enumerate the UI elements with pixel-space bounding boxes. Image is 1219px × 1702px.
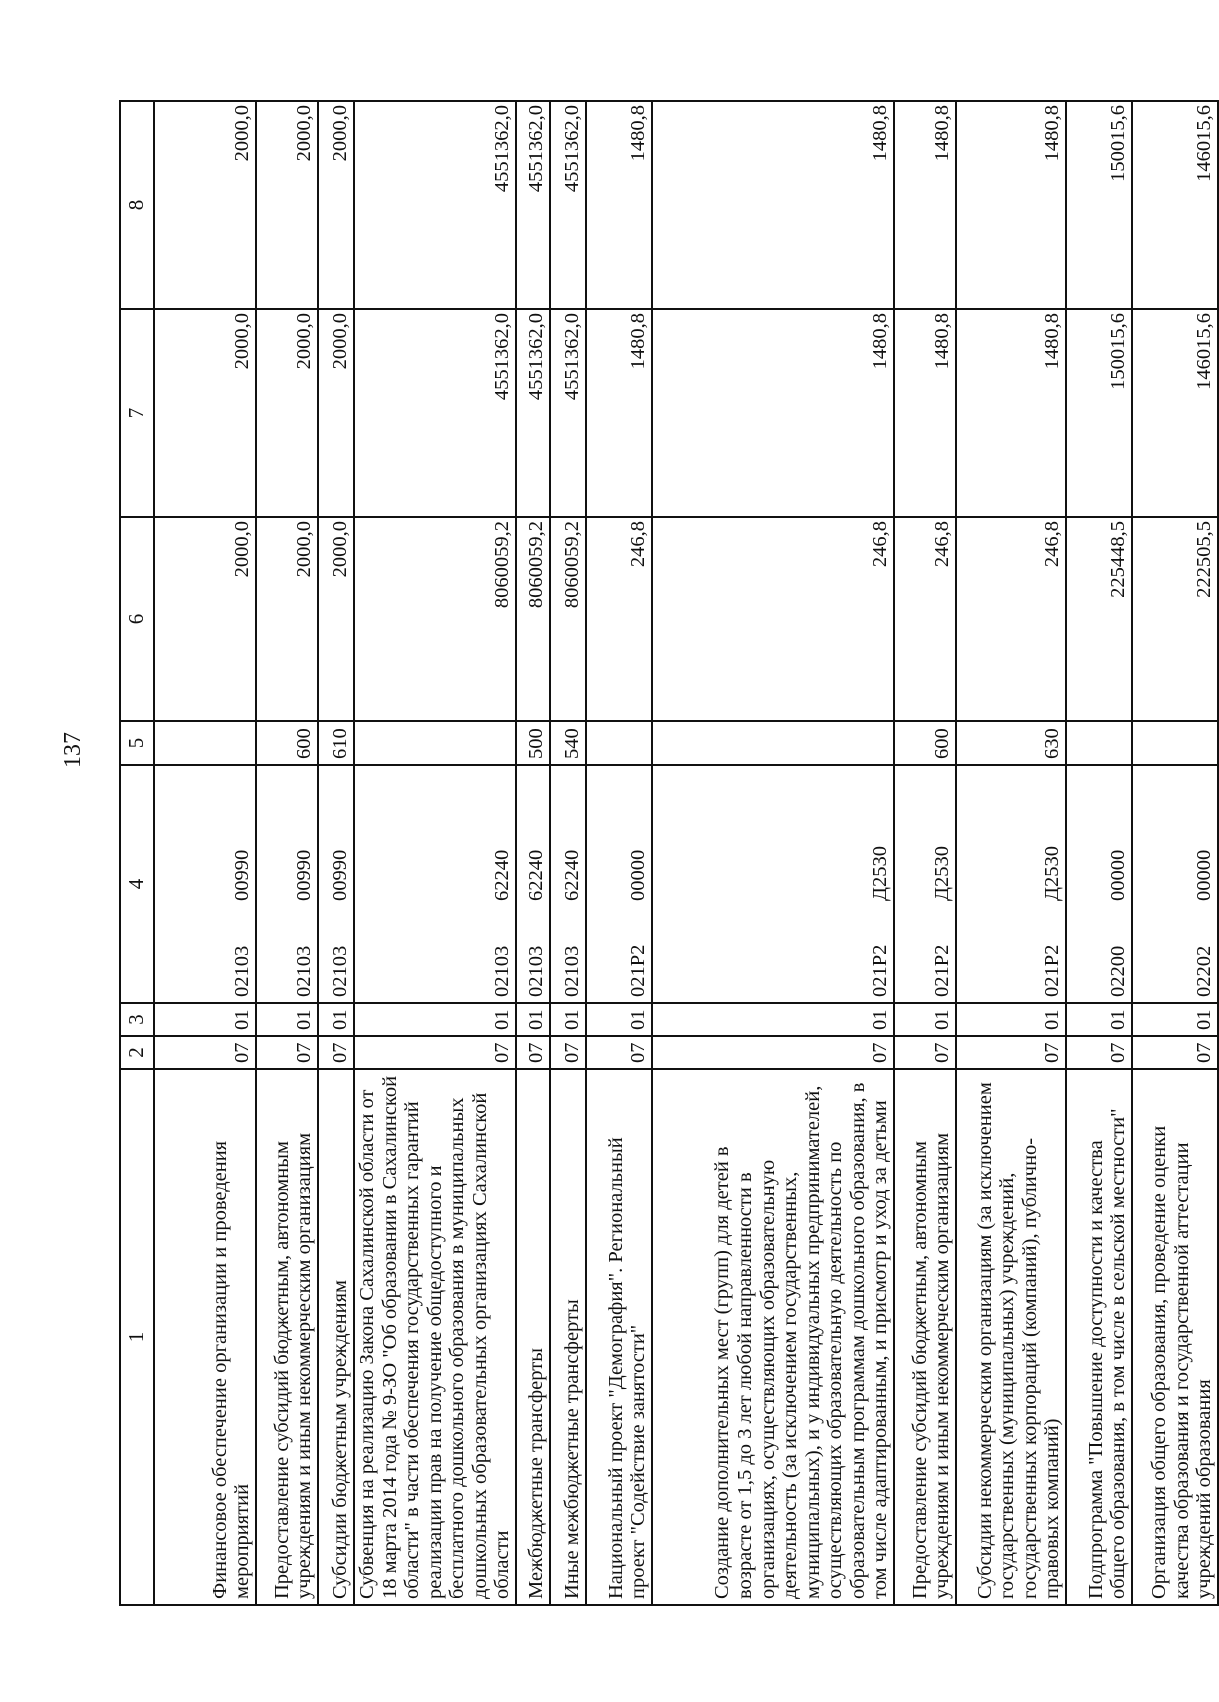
amount-col6: 8060059,2 [354, 517, 516, 721]
amount-col7: 4551362,0 [550, 309, 586, 517]
target-direction-code: Д2530 [931, 846, 954, 901]
amount-col7: 2000,0 [256, 309, 318, 517]
amount-col7: 1480,8 [956, 309, 1066, 517]
expense-type-code [154, 721, 256, 765]
amount-col6: 8060059,2 [516, 517, 550, 721]
table-row [894, 101, 956, 1605]
amount-col8: 1480,8 [956, 101, 1066, 309]
expense-type-code [652, 721, 894, 765]
target-program-code: 02103 [491, 945, 514, 997]
target-article-code [550, 765, 586, 1003]
target-program-code: 02200 [1107, 945, 1130, 997]
target-program-code: 021P2 [627, 944, 650, 997]
expense-type-code: 500 [516, 721, 550, 765]
table-row [586, 101, 652, 1605]
expense-type-code: 600 [256, 721, 318, 765]
amount-col6: 246,8 [652, 517, 894, 721]
expense-type-code: 600 [894, 721, 956, 765]
amount-col6: 246,8 [956, 517, 1066, 721]
amount-col6: 2000,0 [154, 517, 256, 721]
target-direction-code: 00000 [1107, 849, 1130, 901]
target-program-code: 02202 [1193, 945, 1216, 997]
target-article-code [894, 765, 956, 1003]
target-direction-code: 62240 [525, 849, 548, 901]
amount-col8: 1480,8 [894, 101, 956, 309]
subsection-code: 01 [1066, 1003, 1132, 1036]
target-article-code [1132, 765, 1218, 1003]
row-name: Субсидии некоммерческим организациям (за исключением государственных (муниципальных) учреждений, государственных корпораций (компаний), публично-правовых компаний) [956, 1069, 1066, 1605]
subsection-code: 01 [586, 1003, 652, 1036]
subsection-code: 01 [354, 1003, 516, 1036]
target-article-code [154, 765, 256, 1003]
subsection-code: 01 [154, 1003, 256, 1036]
amount-col6: 2000,0 [256, 517, 318, 721]
target-article-code [1066, 765, 1132, 1003]
target-article-code [354, 765, 516, 1003]
target-direction-code: 62240 [561, 849, 584, 901]
row-name: Национальный проект "Демография". Региональный проект "Содействие занятости" [586, 1069, 652, 1605]
row-name: Субсидии бюджетным учреждениям [318, 1069, 354, 1605]
subsection-code: 01 [256, 1003, 318, 1036]
amount-col7: 1480,8 [894, 309, 956, 517]
section-code: 07 [550, 1036, 586, 1069]
budget-table [119, 100, 1219, 1606]
amount-col6: 222505,5 [1132, 517, 1218, 721]
expense-type-code: 630 [956, 721, 1066, 765]
target-direction-code: 00990 [231, 849, 254, 901]
expense-type-code: 540 [550, 721, 586, 765]
table-row [956, 101, 1066, 1605]
target-direction-code: 00000 [627, 849, 650, 901]
target-article-code [586, 765, 652, 1003]
table-row [256, 101, 318, 1605]
target-article-code [956, 765, 1066, 1003]
table-row [354, 101, 516, 1605]
subsection-code: 01 [652, 1003, 894, 1036]
row-name: Подпрограмма "Повышение доступности и качества общего образования, в том числе в сельской местности" [1066, 1069, 1132, 1605]
target-direction-code: 00990 [329, 849, 352, 901]
header-cell: 6 [120, 517, 154, 721]
target-program-code: 02103 [525, 945, 548, 997]
amount-col7: 4551362,0 [354, 309, 516, 517]
subsection-code: 01 [550, 1003, 586, 1036]
target-article-code [256, 765, 318, 1003]
amount-col7: 2000,0 [318, 309, 354, 517]
amount-col8: 2000,0 [256, 101, 318, 309]
row-name: Субвенция на реализацию Закона Сахалинской области от 18 марта 2014 года № 9-ЗО "Об образовании в Сахалинской области" в части обеспечения государственных гарантий реализации прав на получение общедоступного и бесплатного дошкольного образования в муниципальных дошкольных образовательных организациях Сахалинской области [354, 1069, 516, 1605]
target-direction-code: Д2530 [869, 846, 892, 901]
amount-col7: 1480,8 [652, 309, 894, 517]
target-program-code: 02103 [561, 945, 584, 997]
amount-col8: 4551362,0 [550, 101, 586, 309]
header-cell: 3 [120, 1003, 154, 1036]
subsection-code: 01 [516, 1003, 550, 1036]
row-name: Организация общего образования, проведение оценки качества образования и государственной аттестации учреждений образования [1132, 1069, 1218, 1605]
row-name: Финансовое обеспечение организации и проведения мероприятий [154, 1069, 256, 1605]
section-code: 07 [586, 1036, 652, 1069]
amount-col6: 2000,0 [318, 517, 354, 721]
subsection-code: 01 [1132, 1003, 1218, 1036]
amount-col8: 1480,8 [586, 101, 652, 309]
header-cell: 4 [120, 765, 154, 1003]
table-row [516, 101, 550, 1605]
table-row [550, 101, 586, 1605]
expense-type-code: 610 [318, 721, 354, 765]
target-article-code [652, 765, 894, 1003]
section-code: 07 [956, 1036, 1066, 1069]
target-direction-code: 00990 [293, 849, 316, 901]
table-row [318, 101, 354, 1605]
subsection-code: 01 [894, 1003, 956, 1036]
subsection-code: 01 [318, 1003, 354, 1036]
table-row [1132, 101, 1218, 1605]
header-row [120, 101, 154, 1605]
target-direction-code: 00000 [1193, 849, 1216, 901]
header-cell: 2 [120, 1036, 154, 1069]
target-program-code: 02103 [329, 945, 352, 997]
section-code: 07 [516, 1036, 550, 1069]
amount-col8: 2000,0 [154, 101, 256, 309]
header-cell: 1 [120, 1069, 154, 1605]
amount-col7: 4551362,0 [516, 309, 550, 517]
amount-col7: 1480,8 [586, 309, 652, 517]
target-program-code: 021P2 [931, 944, 954, 997]
target-program-code: 02103 [231, 945, 254, 997]
table-row [154, 101, 256, 1605]
expense-type-code [354, 721, 516, 765]
amount-col8: 4551362,0 [354, 101, 516, 309]
expense-type-code [586, 721, 652, 765]
target-program-code: 021P2 [1041, 944, 1064, 997]
row-name: Предоставление субсидий бюджетным, автономным учреждениям и иным некоммерческим организациям [256, 1069, 318, 1605]
row-name: Межбюджетные трансферты [516, 1069, 550, 1605]
amount-col8: 1480,8 [652, 101, 894, 309]
amount-col6: 225448,5 [1066, 517, 1132, 721]
target-program-code: 02103 [293, 945, 316, 997]
row-name: Предоставление субсидий бюджетным, автономным учреждениям и иным некоммерческим организациям [894, 1069, 956, 1605]
amount-col6: 8060059,2 [550, 517, 586, 721]
row-name: Создание дополнительных мест (групп) для детей в возрасте от 1,5 до 3 лет любой направленности в организациях, осуществляющих образовательную деятельность (за исключением государственных, муниципальных), и у индивидуальных предпринимателей, осуществляющих образовательную деятельность по образовательным программам дошкольного образования, в том числе адаптированным, и присмотр и уход за детьми [652, 1069, 894, 1605]
amount-col6: 246,8 [586, 517, 652, 721]
section-code: 07 [1132, 1036, 1218, 1069]
amount-col8: 146015,6 [1132, 101, 1218, 309]
header-cell: 5 [120, 721, 154, 765]
amount-col8: 150015,6 [1066, 101, 1132, 309]
section-code: 07 [1066, 1036, 1132, 1069]
subsection-code: 01 [956, 1003, 1066, 1036]
expense-type-code [1132, 721, 1218, 765]
target-direction-code: 62240 [491, 849, 514, 901]
section-code: 07 [354, 1036, 516, 1069]
header-cell: 7 [120, 309, 154, 517]
amount-col7: 150015,6 [1066, 309, 1132, 517]
section-code: 07 [652, 1036, 894, 1069]
page-number: 137 [60, 732, 86, 768]
amount-col7: 146015,6 [1132, 309, 1218, 517]
section-code: 07 [318, 1036, 354, 1069]
amount-col7: 2000,0 [154, 309, 256, 517]
row-name: Иные межбюджетные трансферты [550, 1069, 586, 1605]
header-cell: 8 [120, 101, 154, 309]
target-program-code: 021P2 [869, 944, 892, 997]
amount-col8: 2000,0 [318, 101, 354, 309]
section-code: 07 [256, 1036, 318, 1069]
target-article-code [516, 765, 550, 1003]
amount-col6: 246,8 [894, 517, 956, 721]
expense-type-code [1066, 721, 1132, 765]
table-row [1066, 101, 1132, 1605]
amount-col8: 4551362,0 [516, 101, 550, 309]
target-article-code [318, 765, 354, 1003]
section-code: 07 [894, 1036, 956, 1069]
table-row [652, 101, 894, 1605]
target-direction-code: Д2530 [1041, 846, 1064, 901]
section-code: 07 [154, 1036, 256, 1069]
